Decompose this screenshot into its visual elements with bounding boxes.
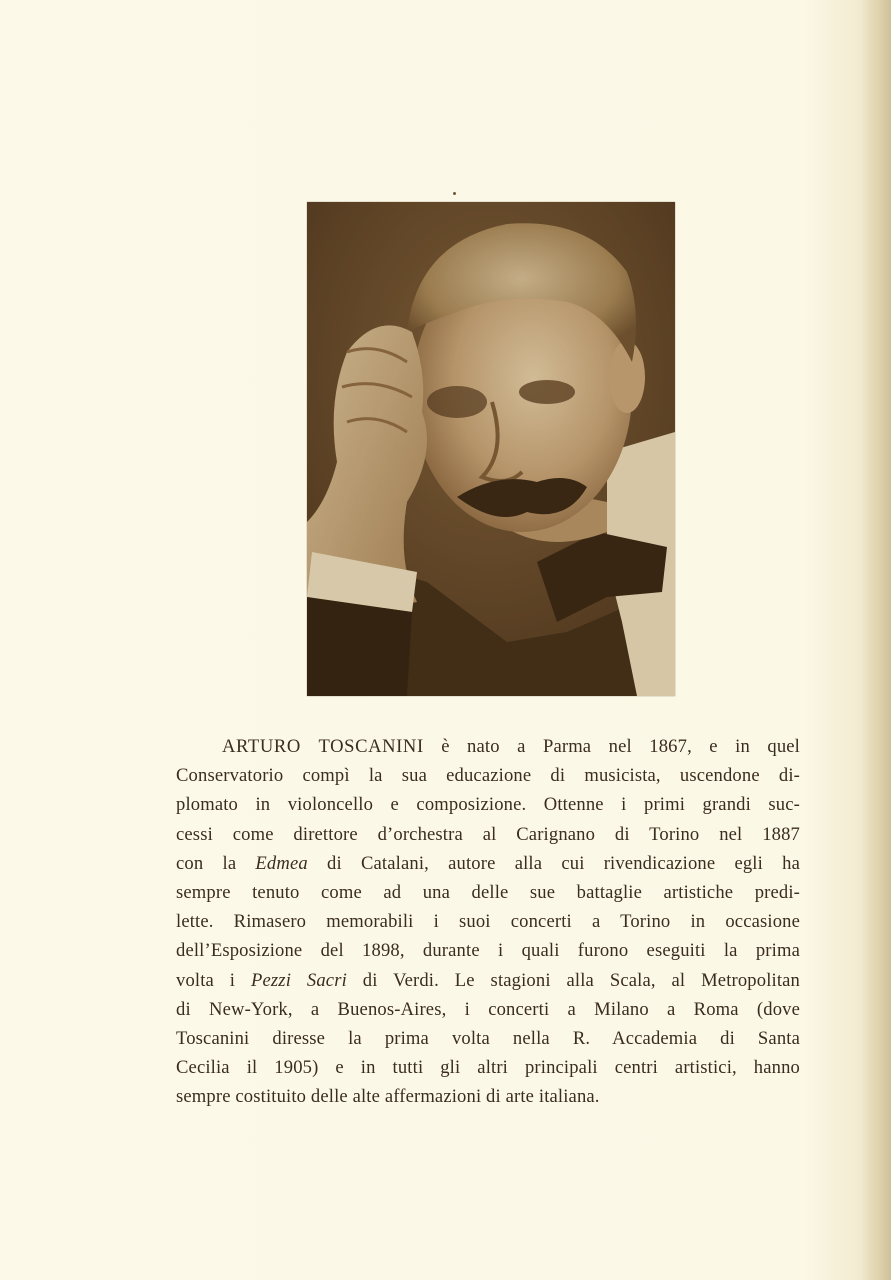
bio-line-11: Toscanini diresse la prima volta nella R. Accademia di Santa [176, 1027, 800, 1049]
bio-line-9-a: volta i [176, 969, 252, 991]
portrait-photo [307, 202, 675, 696]
bio-line-13: sempre costituito delle alte affermazioni di arte italiana. [176, 1086, 600, 1108]
bio-line-1-text: è nato a Parma nel 1867, e in quel [423, 736, 800, 757]
portrait-illustration [307, 202, 675, 696]
bio-line-7: lette. Rimasero memorabili i suoi concerti a Torino in occasione [176, 911, 800, 933]
bio-line-4: cessi come direttore d’orchestra al Carignano di Torino nel 1887 [176, 823, 800, 845]
bio-line-9 [176, 966, 800, 995]
bio-line-9-b: di Verdi. Le stagioni alla Scala, al Metropolitan [346, 969, 801, 991]
bio-line-6: sempre tenuto come ad una delle sue battaglie artistiche predi- [176, 881, 800, 903]
bio-line-5 [176, 849, 800, 878]
biography-paragraph [176, 732, 800, 1111]
bio-line-3: plomato in violoncello e composizione. Ottenne i primi grandi suc- [176, 794, 800, 816]
bio-line-2: Conservatorio compì la sua educazione di musicista, uscendone di- [176, 765, 800, 787]
bio-line-8: dell’Esposizione del 1898, durante i quali furono eseguiti la prima [176, 940, 800, 962]
work-title-pezzi-sacri: Pezzi Sacri [251, 969, 347, 991]
bio-line-5-b: di Catalani, autore alla cui rivendicazione egli ha [307, 852, 800, 874]
bio-line-5-a: con la [176, 852, 256, 874]
subject-name: ARTURO TOSCANINI [222, 736, 424, 757]
page-edge-shadow [861, 0, 891, 1280]
opera-title-edmea: Edmea [255, 852, 308, 874]
bio-line-1 [176, 732, 800, 761]
biography-text [176, 732, 800, 1111]
bio-line-12: Cecilia il 1905) e in tutti gli altri principali centri artistici, hanno [176, 1057, 800, 1079]
bio-line-10: di New-York, a Buenos-Aires, i concerti a Milano a Roma (dove [176, 998, 800, 1020]
print-speck [453, 192, 456, 195]
